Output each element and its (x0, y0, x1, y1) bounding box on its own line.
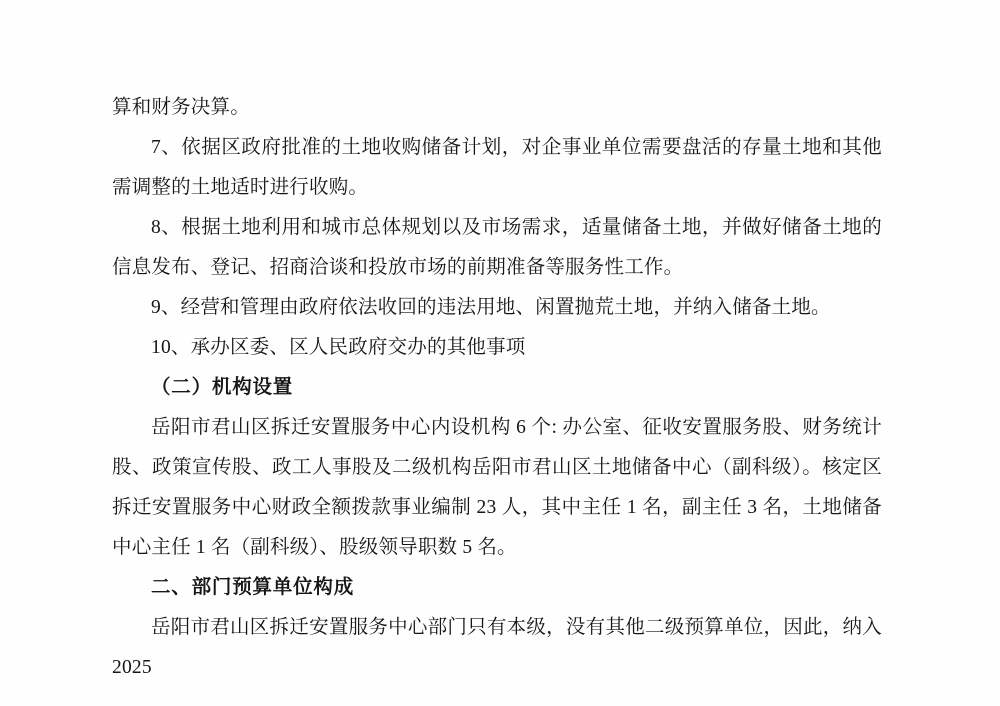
heading-budget-unit-composition: 二、部门预算单位构成 (151, 577, 355, 598)
paragraph-item-10: 10、承办区委、区人民政府交办的其他事项 (151, 337, 526, 358)
paragraph-organization-body: 岳阳市君山区拆迁安置服务中心内设机构 6 个: 办公室、征收安置服务股、财务统计股、政策宣传股、政工人事股及二级机构岳阳市君山区土地储备中心（副科级）。核定区拆迁安置服务中心财政全额拨款事业编制 23 人，其中主任 1 名，副主任 3 名，土地储备中心主任 1 名（副科级）、股级领导职数 5 名。 (112, 417, 882, 558)
paragraph-item-8: 8、根据土地利用和城市总体规划以及市场需求，适量储备土地，并做好储备土地的信息发布、登记、招商洽谈和投放市场的前期准备等服务性工作。 (112, 217, 882, 278)
document-body (112, 88, 882, 688)
paragraph-continued-line: 算和财务决算。 (112, 97, 250, 118)
paragraph-item-7: 7、依据区政府批准的土地收购储备计划，对企事业单位需要盘活的存量土地和其他需调整的土地适时进行收购。 (112, 137, 882, 198)
paragraph-budget-units-body: 岳阳市君山区拆迁安置服务中心部门只有本级，没有其他二级预算单位，因此，纳入 2025 (112, 617, 882, 678)
heading-organization-setup: （二）机构设置 (151, 377, 294, 398)
paragraph-item-9: 9、经营和管理由政府依法收回的违法用地、闲置抛荒土地，并纳入储备土地。 (151, 297, 831, 318)
